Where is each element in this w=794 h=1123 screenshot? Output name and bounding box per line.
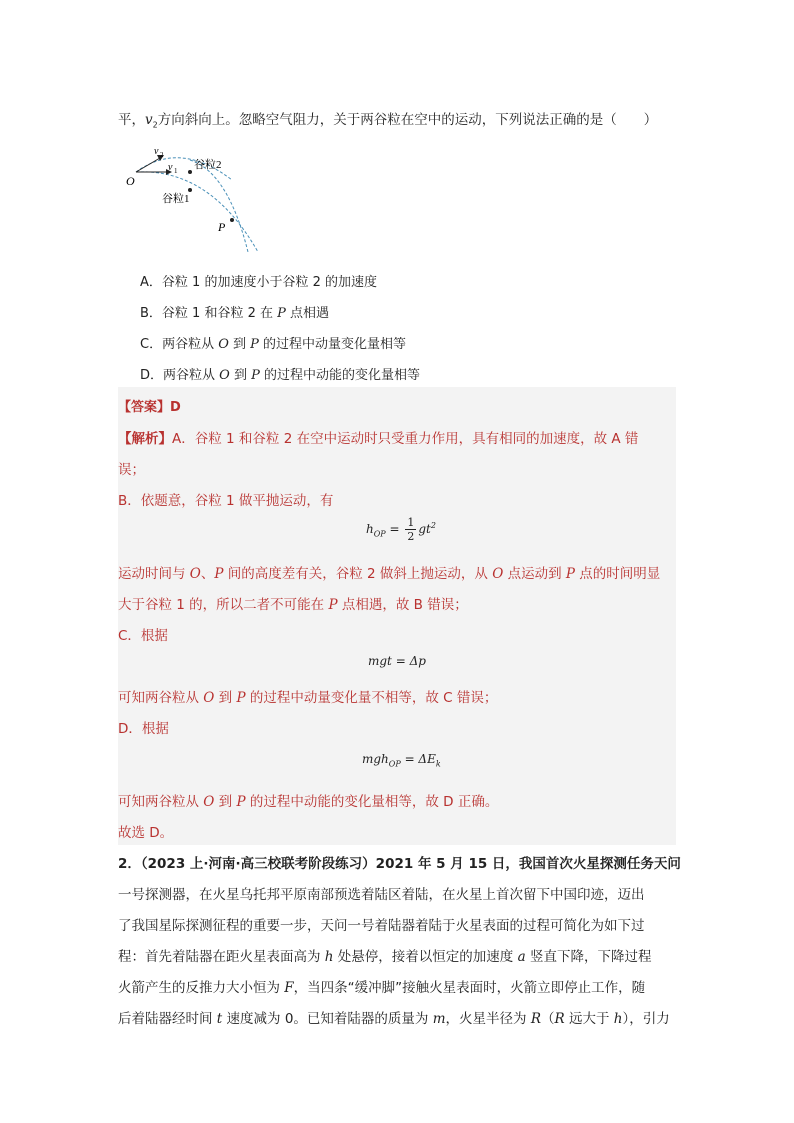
q2-6-post2: ，火星半径为	[445, 1011, 531, 1027]
b2-P2: P	[565, 566, 575, 582]
analysis-c-line2	[118, 686, 497, 706]
q2-6-post: 速度减为 0。已知着陆器的质量为	[222, 1011, 433, 1027]
answer-box	[118, 387, 676, 845]
analysis-b-line3	[118, 593, 468, 613]
q2-4-pre: 程：首先着陆器在距火星表面高为	[118, 949, 325, 965]
label-v1: v	[168, 162, 173, 173]
intro-line	[118, 108, 657, 130]
v2-arrow	[136, 158, 160, 172]
b3-P: P	[328, 597, 338, 613]
option-d-var2: P	[251, 368, 260, 383]
option-d-post: 的过程中动能的变化量相等	[259, 368, 420, 383]
trajectory-figure	[120, 142, 280, 252]
q2-4-h: h	[324, 949, 334, 965]
d2-pre: 可知两谷粒从	[118, 794, 204, 810]
q2-5-F: F	[284, 980, 294, 996]
analysis-b-line1: B．依题意，谷粒 1 做平抛运动，有	[118, 493, 334, 509]
formula-3-lhs: mgh	[362, 752, 389, 766]
grain1-trajectory	[136, 172, 258, 252]
label-O: O	[126, 174, 135, 188]
formula-3-sub2: k	[435, 759, 441, 769]
d2-O: O	[203, 794, 215, 810]
formula-1-den: 2	[407, 530, 415, 543]
b2-mid2: 点运动到	[503, 566, 566, 582]
option-c-post: 的过程中动量变化量相等	[258, 337, 407, 352]
q2-6-R: R	[530, 1011, 541, 1027]
c2-O: O	[203, 690, 215, 706]
label-v2: v	[154, 146, 159, 157]
analysis-a-line2: 误；	[118, 462, 145, 478]
formula-3	[362, 752, 441, 768]
b2-O: O	[189, 566, 201, 582]
analysis-label: 【解析】	[118, 431, 172, 447]
option-b-pre: 谷粒 1 和谷粒 2 在	[161, 306, 278, 321]
b2-P: P	[214, 566, 224, 582]
q2-line5	[118, 976, 645, 996]
q2-line1: 2．（2023 上·河南·高三校联考阶段练习）2021 年 5 月 15 日，我国首次火星探测任务天问	[118, 856, 681, 872]
option-c-prefix: C．	[140, 337, 163, 352]
c2-P: P	[236, 690, 246, 706]
q2-6-R2: R	[554, 1011, 565, 1027]
option-a-text: 谷粒 1 的加速度小于谷粒 2 的加速度	[161, 275, 377, 290]
option-b-post: 点相遇	[285, 306, 330, 321]
q2-6-t: t	[216, 1011, 223, 1027]
c2-mid: 到	[214, 690, 237, 706]
label-grain2: 谷粒2	[194, 159, 222, 171]
formula-1-num: 1	[407, 516, 415, 529]
c2-pre: 可知两谷粒从	[118, 690, 204, 706]
option-a	[140, 271, 377, 290]
intro-post: 方向斜向上。忽略空气阻力，关于两谷粒在空中的运动，下列说法正确的是（ ）	[157, 112, 658, 128]
d2-P: P	[236, 794, 246, 810]
intro-v2-sub: 2	[152, 120, 158, 130]
option-d-var1: O	[219, 368, 230, 383]
label-grain1: 谷粒1	[162, 193, 190, 205]
option-d-mid: 到	[229, 368, 252, 383]
formula-2: mgt = Δp	[368, 654, 426, 668]
label-P: P	[218, 220, 226, 234]
b3-pre: 大于谷粒 1 的，所以二者不可能在	[118, 597, 329, 613]
grain2-path-ext	[190, 160, 248, 252]
formula-1-sup: 2	[430, 521, 436, 530]
q2-4-mid: 处悬停，接着以恒定的加速度	[333, 949, 518, 965]
analysis-c-line1: C．根据	[118, 628, 168, 644]
analysis-conclusion: 故选 D。	[118, 825, 174, 841]
label-v1-sub: 1	[174, 167, 178, 175]
formula-1-frac	[405, 516, 416, 543]
label-v2-sub: 2	[160, 151, 164, 159]
option-c-mid: 到	[228, 337, 251, 352]
q2-line2: 一号探测器，在火星乌托邦平原南部预选着陆区着陆，在火星上首次留下中国印迹，迈出	[118, 887, 645, 903]
option-b	[140, 302, 329, 321]
option-d	[140, 364, 420, 383]
b2-sep: 、	[200, 566, 215, 582]
point-grain2	[188, 170, 192, 174]
point-P	[230, 218, 234, 222]
q2-6-end: ），引力	[622, 1011, 670, 1027]
formula-1	[366, 516, 436, 543]
b3-post: 点相遇，故 B 错误；	[337, 597, 468, 613]
q2-line3: 了我国星际探测征程的重要一步，天问一号着陆器着陆于火星表面的过程可简化为如下过	[118, 918, 645, 934]
q2-line6	[118, 1007, 670, 1027]
analysis-b-line2	[118, 562, 660, 582]
option-d-prefix: D．	[140, 368, 164, 383]
intro-pre: 平，	[118, 112, 145, 128]
formula-1-sub: OP	[373, 529, 386, 539]
b2-pre: 运动时间与	[118, 566, 190, 582]
c2-post: 的过程中动量变化量不相等，故 C 错误；	[245, 690, 498, 706]
formula-1-lhs: h	[366, 522, 374, 536]
q2-5-post: ，当四条“缓冲脚”接触火星表面时，火箭立即停止工作，随	[293, 980, 646, 996]
d2-mid: 到	[214, 794, 237, 810]
point-grain1	[188, 188, 192, 192]
option-c-pre: 两谷粒从	[162, 337, 219, 352]
formula-3-sub: OP	[388, 759, 401, 769]
analysis-d-line1: D．根据	[118, 721, 169, 737]
q2-5-pre: 火箭产生的反推力大小恒为	[118, 980, 285, 996]
b2-O2: O	[492, 566, 504, 582]
q2-6-h: h	[613, 1011, 623, 1027]
answer-label: 【答案】D	[118, 400, 181, 415]
q2-4-post: 竖直下降，下降过程	[525, 949, 652, 965]
q2-line4	[118, 945, 651, 965]
q2-6-m: m	[432, 1011, 446, 1027]
option-c	[140, 333, 406, 352]
q2-4-a: a	[517, 949, 526, 965]
formula-1-eq: =	[385, 522, 404, 536]
option-c-var1: O	[218, 337, 229, 352]
analysis-a-line1	[118, 427, 638, 447]
formula-1-rhs: gt	[418, 522, 431, 536]
q2-6-far: 远大于	[564, 1011, 614, 1027]
formula-3-eq: = ΔE	[400, 752, 436, 766]
q2-6-pre: 后着陆器经时间	[118, 1011, 217, 1027]
b2-post: 点的时间明显	[575, 566, 661, 582]
analysis-a-text: A．谷粒 1 和谷粒 2 在空中运动时只受重力作用，具有相同的加速度，故 A 错	[172, 431, 639, 447]
q2-6-paren: （	[540, 1011, 555, 1027]
analysis-d-line2	[118, 790, 498, 810]
intro-v2: v	[145, 112, 153, 128]
d2-post: 的过程中动能的变化量相等，故 D 正确。	[245, 794, 499, 810]
option-a-prefix: A．	[140, 275, 162, 290]
option-b-var: P	[277, 306, 286, 321]
b2-mid: 间的高度差有关，谷粒 2 做斜上抛运动，从	[223, 566, 493, 582]
option-d-pre: 两谷粒从	[163, 368, 220, 383]
option-b-prefix: B．	[140, 306, 162, 321]
option-c-var2: P	[250, 337, 259, 352]
